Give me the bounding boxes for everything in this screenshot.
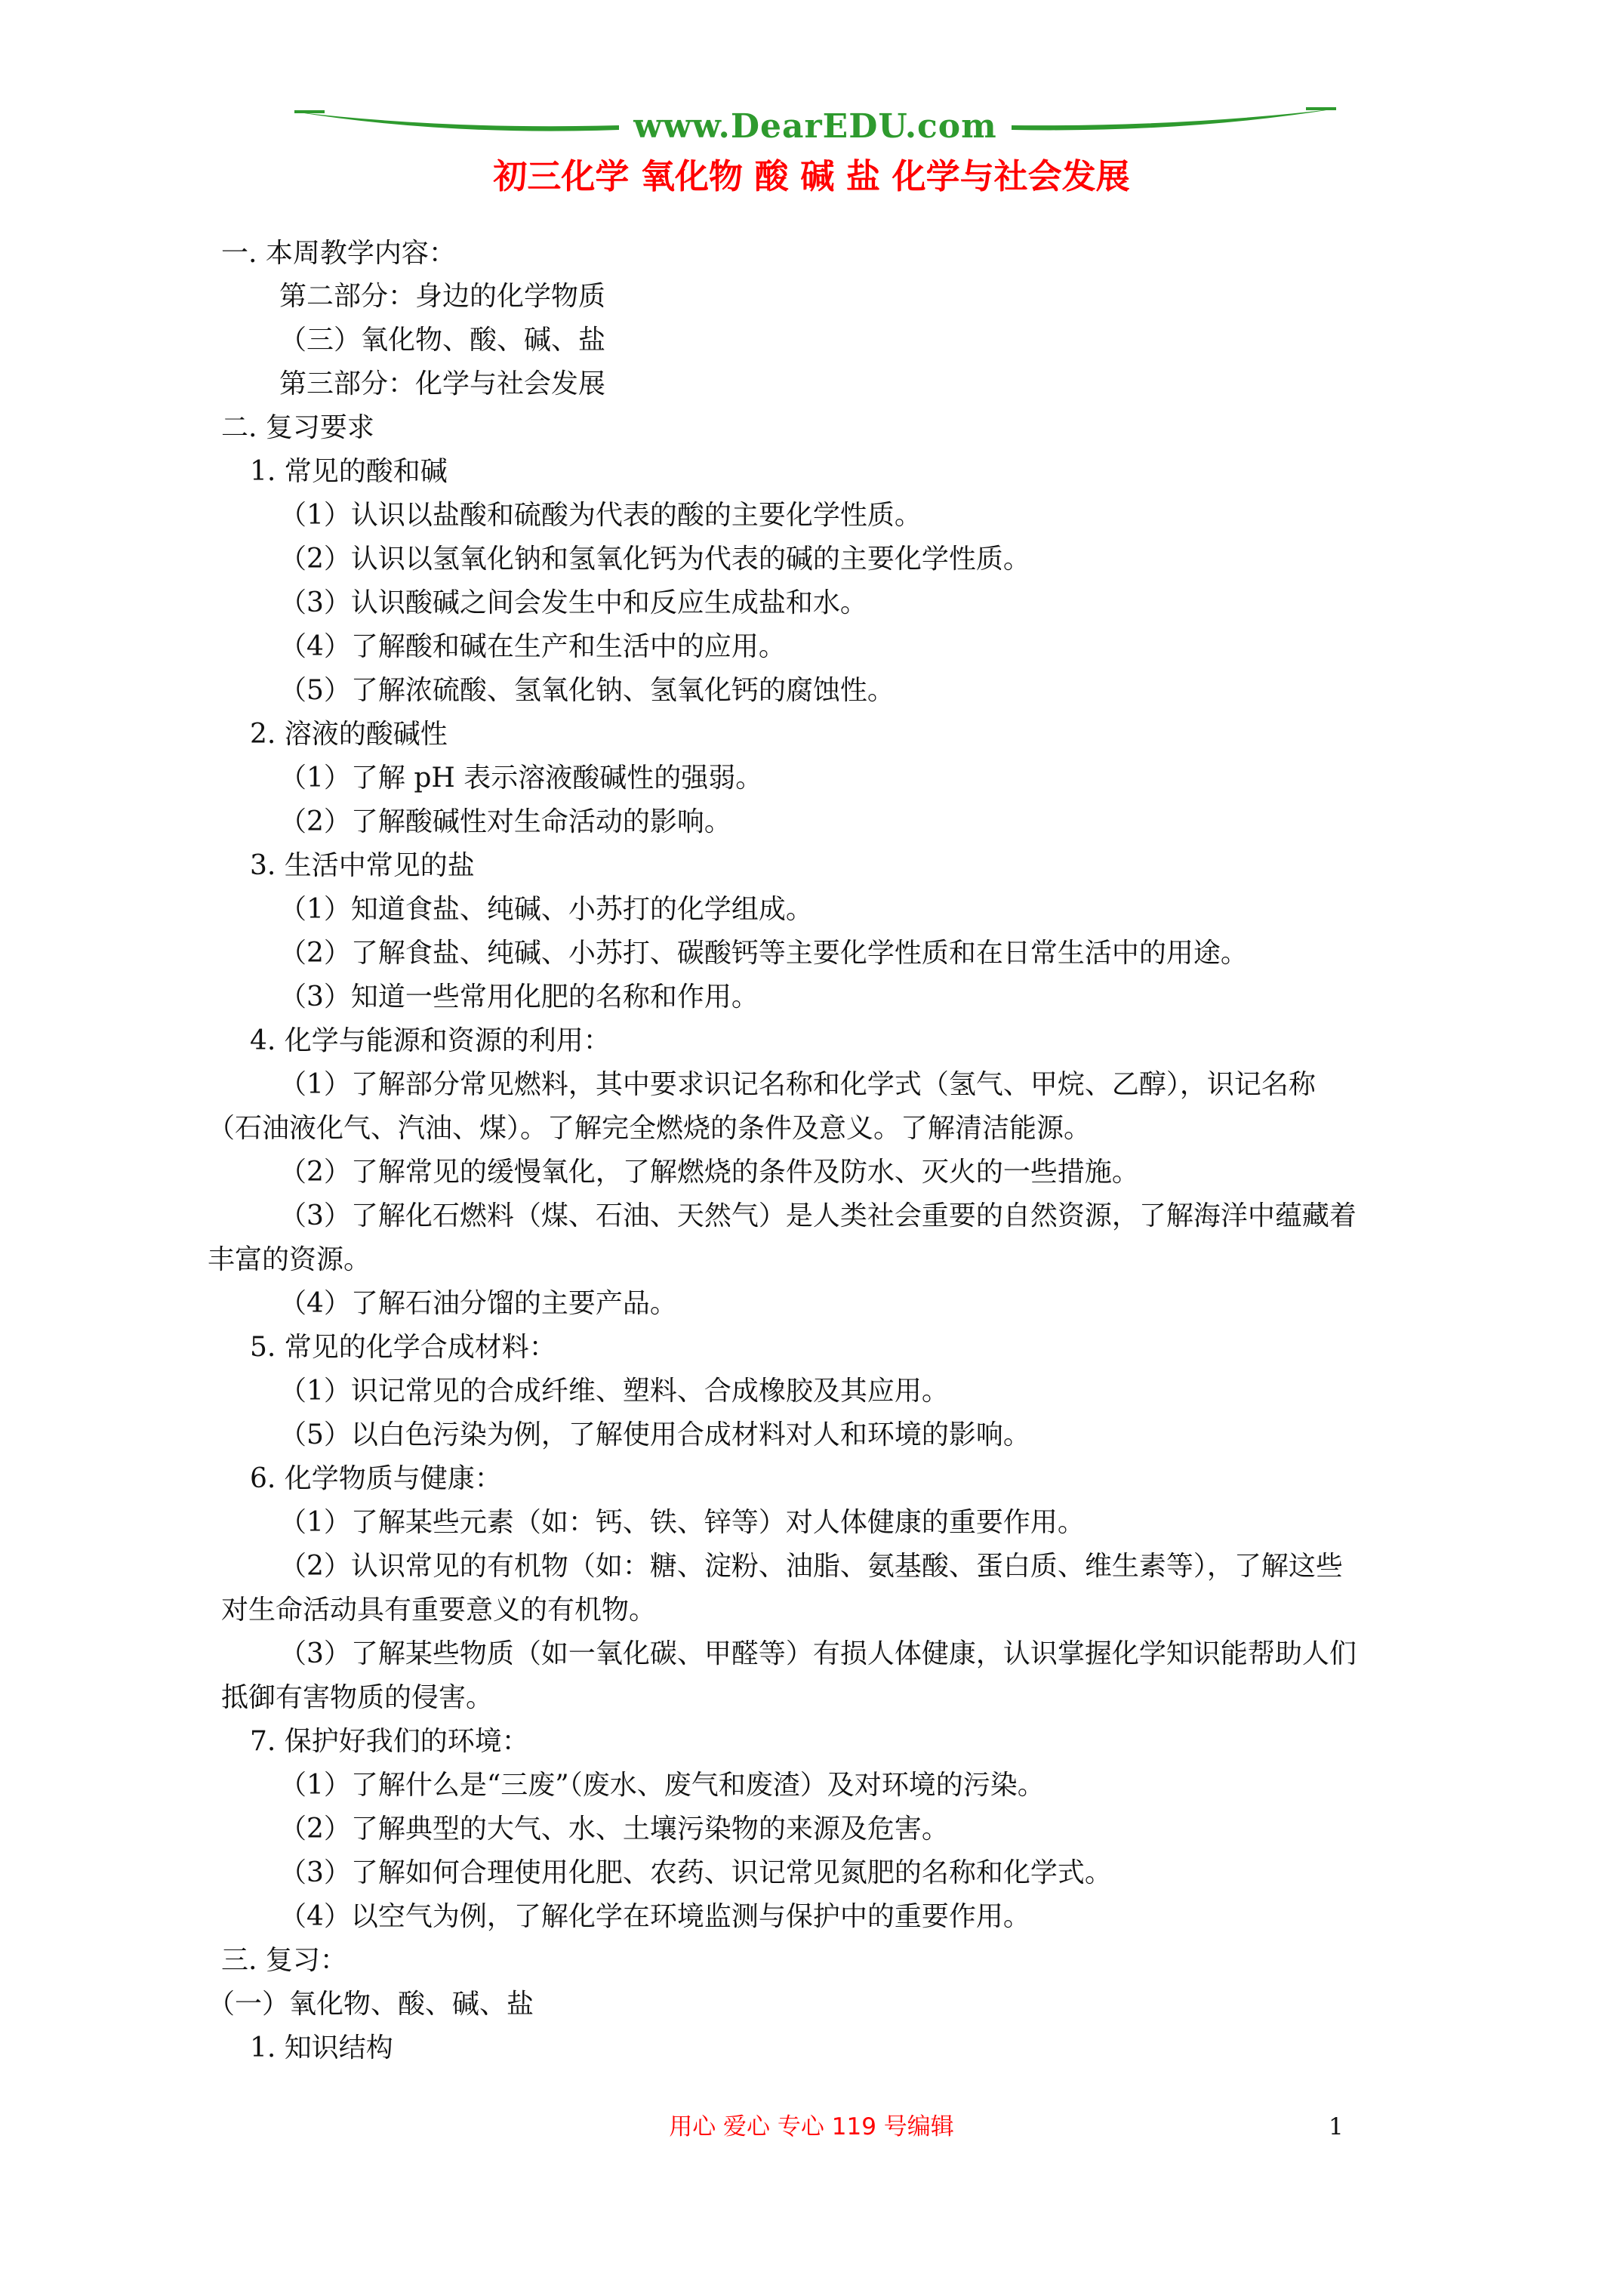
list-item: （1）了解部分常见燃料，其中要求识记名称和化学式（氢气、甲烷、乙醇），识记名称 [279, 1069, 1316, 1100]
section-heading: 一. 本周教学内容： [221, 238, 456, 269]
site-url: www.DearEDU.com [633, 107, 997, 146]
list-item-continuation: 丰富的资源。 [208, 1244, 371, 1275]
list-item: （2）了解常见的缓慢氧化，了解燃烧的条件及防水、灭火的一些措施。 [279, 1157, 1139, 1188]
text-line: （三）氧化物、酸、碱、盐 [279, 325, 606, 356]
subsection-heading: （一）氧化物、酸、碱、盐 [208, 1989, 534, 2020]
list-item: （1）了解 pH 表示溶液酸碱性的强弱。 [279, 763, 763, 794]
list-item: （3）了解化石燃料（煤、石油、天然气）是人类社会重要的自然资源，了解海洋中蕴藏着 [279, 1200, 1357, 1231]
list-item: （1）了解某些元素（如：钙、铁、锌等）对人体健康的重要作用。 [279, 1507, 1085, 1538]
list-item: （3）知道一些常用化肥的名称和作用。 [279, 982, 759, 1012]
section-heading: 二. 复习要求 [221, 412, 374, 443]
page-footer: 用心 爱心 专心 119 号编辑 [669, 2113, 954, 2140]
text-line: 第二部分：身边的化学物质 [279, 281, 606, 312]
list-item: （2）认识常见的有机物（如：糖、淀粉、油脂、氨基酸、蛋白质、维生素等），了解这些 [279, 1551, 1343, 1582]
list-item: （3）了解某些物质（如一氧化碳、甲醛等）有损人体健康，认识掌握化学知识能帮助人们 [279, 1638, 1357, 1669]
list-item: （4）了解石油分馏的主要产品。 [279, 1288, 677, 1319]
list-item: （4）以空气为例，了解化学在环境监测与保护中的重要作用。 [279, 1901, 1030, 1932]
subsection-heading: 6. 化学物质与健康： [250, 1463, 502, 1494]
subsection-heading: 3. 生活中常见的盐 [250, 850, 475, 881]
subsection-heading: 7. 保护好我们的环境： [250, 1726, 529, 1757]
list-item: （2）了解典型的大气、水、土壤污染物的来源及危害。 [279, 1814, 949, 1845]
subsection-heading: 5. 常见的化学合成材料： [250, 1332, 556, 1363]
subsection-heading: 2. 溶液的酸碱性 [250, 719, 448, 750]
page-title: 初三化学 氧化物 酸 碱 盐 化学与社会发展 [493, 156, 1130, 196]
subsection-heading: 4. 化学与能源和资源的利用： [250, 1025, 611, 1056]
list-item: （1）了解什么是“三废”（废水、废气和废渣）及对环境的污染。 [279, 1770, 1045, 1801]
list-item: （1）认识以盐酸和硫酸为代表的酸的主要化学性质。 [279, 500, 922, 531]
list-item: （4）了解酸和碱在生产和生活中的应用。 [279, 631, 786, 662]
list-item-continuation: （石油液化气、汽油、煤）。了解完全燃烧的条件及意义。了解清洁能源。 [208, 1113, 1092, 1144]
list-item: （1）知道食盐、纯碱、小苏打的化学组成。 [279, 894, 813, 925]
subsection-heading: 1. 知识结构 [250, 2032, 393, 2063]
list-item: （3）认识酸碱之间会发生中和反应生成盐和水。 [279, 587, 867, 618]
list-item: （5）了解浓硫酸、氢氧化钠、氢氧化钙的腐蚀性。 [279, 675, 895, 706]
list-item: （5）以白色污染为例，了解使用合成材料对人和环境的影响。 [279, 1419, 1030, 1450]
site-banner [294, 104, 1336, 149]
list-item-continuation: 抵御有害物质的侵害。 [221, 1682, 494, 1713]
section-heading: 三. 复习： [221, 1945, 347, 1976]
subsection-heading: 1. 常见的酸和碱 [250, 456, 448, 487]
list-item: （2）了解食盐、纯碱、小苏打、碳酸钙等主要化学性质和在日常生活中的用途。 [279, 938, 1248, 969]
list-item-continuation: 对生命活动具有重要意义的有机物。 [221, 1595, 657, 1626]
list-item: （3）了解如何合理使用化肥、农药、识记常见氮肥的名称和化学式。 [279, 1857, 1112, 1888]
list-item: （2）了解酸碱性对生命活动的影响。 [279, 806, 731, 837]
text-line: 第三部分：化学与社会发展 [279, 368, 606, 399]
list-item: （2）认识以氢氧化钠和氢氧化钙为代表的碱的主要化学性质。 [279, 544, 1030, 575]
page-number: 1 [1329, 2113, 1344, 2140]
list-item: （1）识记常见的合成纤维、塑料、合成橡胶及其应用。 [279, 1376, 949, 1407]
